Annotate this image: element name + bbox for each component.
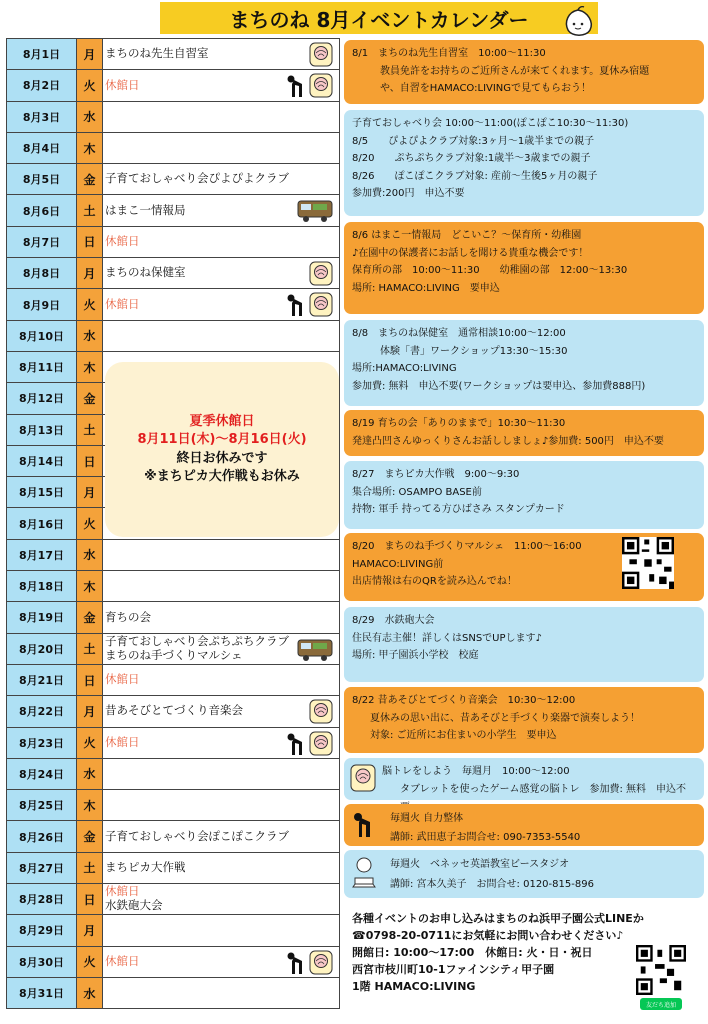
calendar-row — [6, 790, 340, 821]
date-cell: 8月3日 — [7, 102, 77, 132]
event-icons — [286, 950, 333, 975]
calendar-row — [6, 634, 340, 665]
calendar-row — [6, 978, 340, 1009]
brain-icon — [309, 950, 333, 975]
panel-line: HAMACO:LIVING前 — [352, 558, 444, 570]
panel-line: 住民有志主催！詳しくはSNSでUPします♪ — [352, 632, 542, 644]
event-text: 子育ておしゃべり会ぽこぽこクラブ — [105, 828, 289, 843]
date-cell: 8月16日 — [7, 508, 77, 538]
line-qr-code-icon[interactable] — [636, 945, 686, 995]
event-text: 子育ておしゃべり会ぷちぷちクラブ — [105, 633, 289, 648]
calendar-row — [6, 164, 340, 195]
event-text: まちのね保健室 — [105, 265, 186, 280]
date-cell: 8月11日 — [7, 352, 77, 382]
calendar-row — [6, 571, 340, 602]
footer-line: 西宮市枝川町10-1ファインシティ甲子園 — [352, 963, 555, 977]
event-cell — [103, 39, 339, 69]
panel-line: 8/27 まちピカ大作戦 9:00～9:30 — [352, 469, 520, 480]
summer-title: 夏季休館日 — [189, 414, 255, 430]
stretch-person-icon — [352, 810, 374, 838]
brain-icon — [350, 764, 376, 792]
panel-line: や、自習をHAMACO:LIVINGで見てもらおう！ — [380, 83, 592, 94]
event-text: 昔あそびとてづくり音楽会 — [105, 703, 243, 718]
date-cell: 8月2日 — [7, 70, 77, 100]
event-icons — [286, 73, 333, 98]
date-cell: 8月24日 — [7, 759, 77, 789]
event-text: はまこ一情報局 — [105, 202, 186, 217]
panel-line: 保育所の部 10:00～11:30 幼稚園の部 12:00～13:30 — [352, 265, 628, 276]
date-cell: 8月12日 — [7, 383, 77, 413]
panel-line: 8/26 ぽこぽこクラブ対象: 産前～生後5ヶ月の親子 — [352, 170, 598, 182]
panel-line: 夏休みの思い出に、昔あそびと手づくり楽器で演奏しよう！ — [370, 712, 640, 724]
panel-ongakukai — [344, 687, 704, 753]
date-cell: 8月25日 — [7, 790, 77, 820]
qr-code-icon[interactable] — [622, 537, 674, 589]
panel-line: 8/29 水鉄砲大会 — [352, 615, 435, 626]
date-cell: 8月21日 — [7, 665, 77, 695]
weekday-cell: 木 — [77, 571, 103, 601]
panel-line: ♪在園中の保護者にお話しを聞ける貴重な機会です！ — [352, 247, 589, 259]
panel-line: 場所: 甲子園浜小学校 校庭 — [352, 650, 479, 661]
stretch-person-icon — [286, 950, 306, 975]
brain-icon — [309, 731, 333, 756]
date-cell: 8月7日 — [7, 227, 77, 257]
event-cell — [103, 540, 339, 570]
event-cell — [103, 790, 339, 820]
panel-line: 講師: 宮本久美子 お問合せ: 0120-815-896 — [390, 879, 594, 890]
calendar-row — [6, 821, 340, 852]
weekday-cell: 火 — [77, 70, 103, 100]
weekday-cell: 金 — [77, 602, 103, 632]
event-cell — [103, 821, 339, 851]
event-cell — [103, 759, 339, 789]
calendar-row — [6, 289, 340, 320]
panel-jishushitsu — [344, 40, 704, 104]
calendar-row — [6, 321, 340, 352]
brain-icon — [309, 261, 333, 286]
panel-mizudeppou — [344, 607, 704, 682]
panel-line: 参加費:200円 申込不要 — [352, 188, 465, 199]
event-text: まちピカ大作戦 — [105, 859, 186, 874]
panel-line: 8/8 まちのね保健室 通常相談10:00～12:00 — [352, 328, 566, 339]
calendar-row — [6, 915, 340, 946]
date-cell: 8月14日 — [7, 446, 77, 476]
summer-range: 8月11日(木)～8月16日(火) — [137, 432, 307, 448]
calendar-row — [6, 102, 340, 133]
calendar-row — [6, 70, 340, 101]
brain-icon — [309, 42, 333, 67]
date-cell: 8月29日 — [7, 915, 77, 945]
date-cell: 8月22日 — [7, 696, 77, 726]
event-cell — [103, 853, 339, 883]
panel-noutore — [344, 758, 704, 800]
event-cell — [103, 258, 339, 288]
panel-line: 8/22 昔あそびとてづくり音楽会 10:30～12:00 — [352, 695, 576, 706]
food-truck-icon — [297, 198, 333, 223]
event-text: 子育ておしゃべり会ぴよぴよクラブ — [105, 171, 289, 186]
weekday-cell: 火 — [77, 728, 103, 758]
calendar-row — [6, 227, 340, 258]
event-cell — [103, 133, 339, 163]
date-cell: 8月23日 — [7, 728, 77, 758]
panel-marche — [344, 533, 704, 601]
weekday-cell: 水 — [77, 102, 103, 132]
weekday-cell: 日 — [77, 884, 103, 914]
footer-line: 各種イベントのお申し込みはまちのね浜甲子園公式LINEか — [352, 912, 644, 925]
weekday-cell: 金 — [77, 383, 103, 413]
event-icons — [309, 42, 333, 67]
panel-line: 発達凸凹さんゆっくりさんお話ししましょ♪参加費: 500円 申込不要 — [352, 435, 664, 447]
calendar-row — [6, 195, 340, 226]
panel-line: 8/20 まちのね手づくりマルシェ 11:00～16:00 — [352, 541, 582, 552]
panel-line: 毎週火 ベネッセ英語教室ビースタジオ — [390, 859, 570, 870]
event-cell — [103, 978, 339, 1008]
event-cell — [103, 915, 339, 945]
weekday-cell: 木 — [77, 352, 103, 382]
weekday-cell: 土 — [77, 853, 103, 883]
date-cell: 8月1日 — [7, 39, 77, 69]
calendar-row — [6, 540, 340, 571]
event-text: 水鉄砲大会 — [105, 898, 163, 913]
panel-line: 8/19 育ちの会「ありのままで」10:30～11:30 — [352, 418, 566, 429]
calendar-row — [6, 759, 340, 790]
stretch-person-icon — [286, 292, 306, 317]
date-cell: 8月30日 — [7, 947, 77, 977]
event-text: 休館日 — [105, 234, 140, 249]
panel-line: 8/1 まちのね先生自習室 10:00～11:30 — [352, 48, 546, 59]
panel-line: 脳トレをしよう 毎週月 10:00～12:00 — [382, 766, 570, 777]
panel-line: 教員免許をお持ちのご近所さんが来てくれます。夏休み宿題 — [380, 65, 650, 77]
panel-line: 出店情報は右のQRを読み込んでね！ — [352, 576, 517, 587]
date-cell: 8月27日 — [7, 853, 77, 883]
panel-line: 8/6 はまこ一情報局 どこいこ？～保育所・幼稚園 — [352, 230, 582, 241]
brain-icon — [309, 73, 333, 98]
panel-sodachi — [344, 410, 704, 456]
panel-line: 子育ておしゃべり会 10:00～11:00(ぽこぽこ10:30～11:30) — [352, 118, 629, 129]
panel-line: 対象: ご近所にお住まいの小学生 要申込 — [370, 730, 557, 741]
weekday-cell: 日 — [77, 665, 103, 695]
date-cell: 8月4日 — [7, 133, 77, 163]
weekday-cell: 月 — [77, 477, 103, 507]
weekday-cell: 月 — [77, 696, 103, 726]
event-icons — [309, 699, 333, 724]
weekday-cell: 月 — [77, 915, 103, 945]
event-icons — [297, 637, 333, 662]
panel-line: 参加費: 無料 申込不要(ワークショップは要申込、参加費888円) — [352, 380, 646, 392]
calendar-row — [6, 133, 340, 164]
date-cell: 8月6日 — [7, 195, 77, 225]
weekday-cell: 水 — [77, 978, 103, 1008]
panel-line: 場所:HAMACO:LIVING — [352, 363, 457, 374]
date-cell: 8月15日 — [7, 477, 77, 507]
calendar-row — [6, 728, 340, 759]
summer-closure-notice — [105, 362, 339, 537]
event-cell — [103, 602, 339, 632]
panel-jouhoukyoku — [344, 222, 704, 314]
calendar-row — [6, 665, 340, 696]
date-cell: 8月13日 — [7, 415, 77, 445]
weekday-cell: 木 — [77, 133, 103, 163]
panel-line: 場所: HAMACO:LIVING 要申込 — [352, 282, 500, 294]
panel-benesse — [344, 850, 704, 898]
weekday-cell: 木 — [77, 790, 103, 820]
page-title: まちのね 8月イベントカレンダー — [160, 2, 598, 34]
calendar-row — [6, 696, 340, 727]
date-cell: 8月28日 — [7, 884, 77, 914]
panel-hokenshitsu — [344, 320, 704, 406]
panel-machipika — [344, 461, 704, 529]
event-text: まちのね手づくりマルシェ — [105, 647, 243, 662]
event-icons — [286, 731, 333, 756]
weekday-cell: 水 — [77, 759, 103, 789]
event-text: 休館日 — [105, 734, 140, 749]
brain-icon — [309, 292, 333, 317]
footer-line: 1階 HAMACO:LIVING — [352, 980, 476, 994]
panel-line: 集合場所: OSAMPO BASE前 — [352, 486, 482, 498]
weekday-cell: 火 — [77, 947, 103, 977]
date-cell: 8月18日 — [7, 571, 77, 601]
event-cell — [103, 884, 339, 914]
weekday-cell: 日 — [77, 227, 103, 257]
event-text: 休館日 — [105, 953, 140, 968]
weekday-cell: 日 — [77, 446, 103, 476]
food-truck-icon — [297, 637, 333, 662]
line-friend-badge[interactable]: 友だち追加 — [640, 998, 682, 1010]
event-icons — [286, 292, 333, 317]
teacher-icon — [350, 856, 378, 888]
calendar-row — [6, 853, 340, 884]
event-text: 休館日 — [105, 884, 140, 899]
panel-kosodate — [344, 110, 704, 216]
date-cell: 8月5日 — [7, 164, 77, 194]
event-text: 休館日 — [105, 672, 140, 687]
event-icons — [297, 198, 333, 223]
date-cell: 8月19日 — [7, 602, 77, 632]
event-cell — [103, 665, 339, 695]
event-cell — [103, 102, 339, 132]
date-cell: 8月8日 — [7, 258, 77, 288]
panel-line: 講師: 武田恵子お問合せ: 090-7353-5540 — [390, 832, 581, 843]
date-cell: 8月31日 — [7, 978, 77, 1008]
event-text: まちのね先生自習室 — [105, 46, 209, 61]
date-cell: 8月26日 — [7, 821, 77, 851]
calendar-row — [6, 947, 340, 978]
weekday-cell: 土 — [77, 634, 103, 664]
weekday-cell: 水 — [77, 321, 103, 351]
weekday-cell: 土 — [77, 195, 103, 225]
weekday-cell: 月 — [77, 258, 103, 288]
event-cell — [103, 164, 339, 194]
event-cell — [103, 696, 339, 726]
footer-line: 開館日: 10:00～17:00 休館日: 火・日・祝日 — [352, 946, 593, 960]
panel-line: タブレットを使ったゲーム感覚の脳トレ 参加費: 無料 申込不 — [400, 784, 687, 795]
brain-icon — [309, 699, 333, 724]
panel-line: 8/20 ぷちぷちクラブ対象:1歳半～3歳までの親子 — [352, 153, 591, 164]
calendar-row — [6, 258, 340, 289]
panel-seitai — [344, 804, 704, 846]
footer-line: ☎0798-20-0711にお気軽にお問い合わせください♪ — [352, 929, 624, 943]
event-text: 育ちの会 — [105, 609, 151, 624]
date-cell: 8月10日 — [7, 321, 77, 351]
weekday-cell: 金 — [77, 164, 103, 194]
panel-line: 毎週火 自力整体 — [390, 813, 464, 824]
event-text: 休館日 — [105, 296, 140, 311]
summer-line1: 終日お休みです — [176, 450, 268, 466]
panel-line: 体験「書」ワークショップ13:30～15:30 — [380, 345, 568, 357]
weekday-cell: 月 — [77, 39, 103, 69]
calendar-row — [6, 39, 340, 70]
summer-line2: ※まちピカ大作戦もお休み — [144, 468, 300, 484]
event-icons — [309, 261, 333, 286]
weekday-cell: 金 — [77, 821, 103, 851]
calendar-row — [6, 884, 340, 915]
panel-line: 8/5 ぴよぴよクラブ対象:3ヶ月～1歳半までの親子 — [352, 135, 595, 147]
event-cell — [103, 227, 339, 257]
event-cell — [103, 571, 339, 601]
stretch-person-icon — [286, 731, 306, 756]
weekday-cell: 火 — [77, 508, 103, 538]
date-cell: 8月17日 — [7, 540, 77, 570]
panel-line: 持物: 軍手 持ってる方ひばさみ スタンプカード — [352, 504, 565, 515]
event-text: 休館日 — [105, 77, 140, 92]
weekday-cell: 土 — [77, 415, 103, 445]
mascot-icon — [560, 6, 596, 38]
weekday-cell: 水 — [77, 540, 103, 570]
calendar-row — [6, 602, 340, 633]
event-cell — [103, 321, 339, 351]
date-cell: 8月20日 — [7, 634, 77, 664]
date-cell: 8月9日 — [7, 289, 77, 319]
stretch-person-icon — [286, 73, 306, 98]
weekday-cell: 火 — [77, 289, 103, 319]
